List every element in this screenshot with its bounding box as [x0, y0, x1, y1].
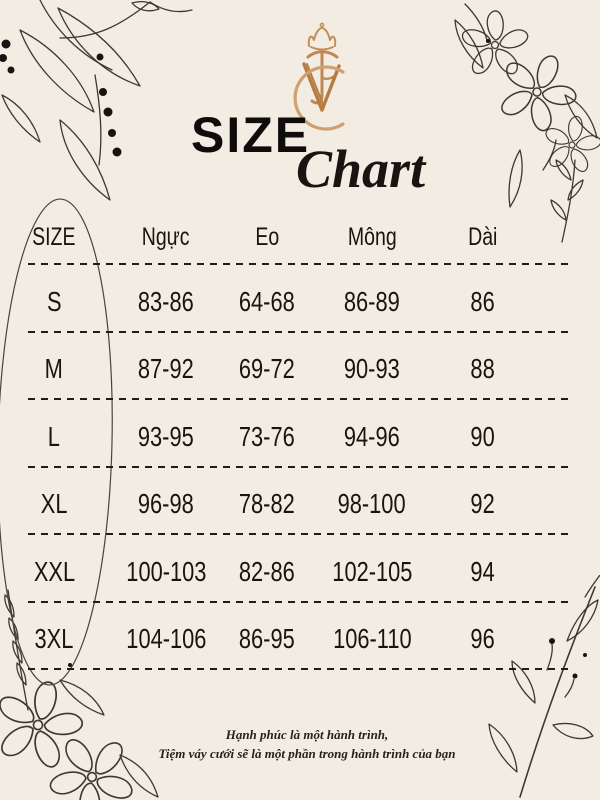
size-cell: S	[46, 285, 62, 317]
hip-cell: 86-89	[344, 285, 400, 317]
table-header-row	[28, 205, 572, 263]
hip-cell: 106-110	[332, 623, 412, 655]
waist-cell: 69-72	[239, 353, 295, 385]
bust-cell: 96-98	[138, 488, 194, 520]
bust-cell: 104-106	[125, 623, 207, 655]
size-cell: XXL	[33, 555, 75, 587]
length-cell: 96	[470, 623, 496, 655]
bust-cell: 93-95	[138, 420, 194, 452]
bust-cell: 83-86	[138, 285, 194, 317]
waist-cell: 73-76	[239, 420, 295, 452]
header-hip: Mông	[347, 222, 397, 251]
waist-cell: 82-86	[239, 555, 295, 587]
table-row	[28, 333, 572, 399]
header-size: SIZE	[32, 222, 76, 251]
waist-cell: 86-95	[239, 623, 295, 655]
hip-cell: 102-105	[331, 555, 413, 587]
row-divider	[28, 668, 572, 670]
waist-cell: 78-82	[239, 488, 295, 520]
floral-top-left-icon	[0, 0, 260, 205]
footer-quote	[0, 725, 600, 763]
length-cell: 94	[470, 555, 496, 587]
table-row	[28, 535, 572, 601]
bust-cell: 87-92	[138, 353, 194, 385]
hip-cell: 94-96	[344, 420, 400, 452]
table-row	[28, 400, 572, 466]
size-cell: L	[47, 420, 61, 452]
hip-cell: 90-93	[344, 353, 400, 385]
header-waist: Eo	[255, 222, 279, 251]
header-bust: Ngực	[142, 222, 190, 251]
hip-cell: 98-100	[337, 488, 407, 520]
length-cell: 86	[470, 285, 496, 317]
footer-quote-line1: Hạnh phúc là một hành trình,	[225, 727, 389, 742]
size-cell: XL	[40, 488, 68, 520]
table-row	[28, 265, 572, 331]
size-table	[28, 205, 572, 670]
table-row	[28, 468, 572, 534]
size-cell: M	[44, 353, 64, 385]
table-row	[28, 603, 572, 669]
length-cell: 92	[470, 488, 496, 520]
size-cell: 3XL	[34, 623, 74, 655]
length-cell: 90	[470, 420, 496, 452]
length-cell: 88	[470, 353, 496, 385]
table-body	[28, 265, 572, 670]
header-length: Dài	[468, 222, 498, 251]
footer-quote-line2: Tiệm váy cưới sẽ là một phần trong hành trình của bạn	[158, 746, 456, 761]
page-title-size: SIZE	[191, 107, 311, 163]
page-title-chart: Chart	[296, 139, 426, 199]
waist-cell: 64-68	[239, 285, 295, 317]
bust-cell: 100-103	[125, 555, 207, 587]
